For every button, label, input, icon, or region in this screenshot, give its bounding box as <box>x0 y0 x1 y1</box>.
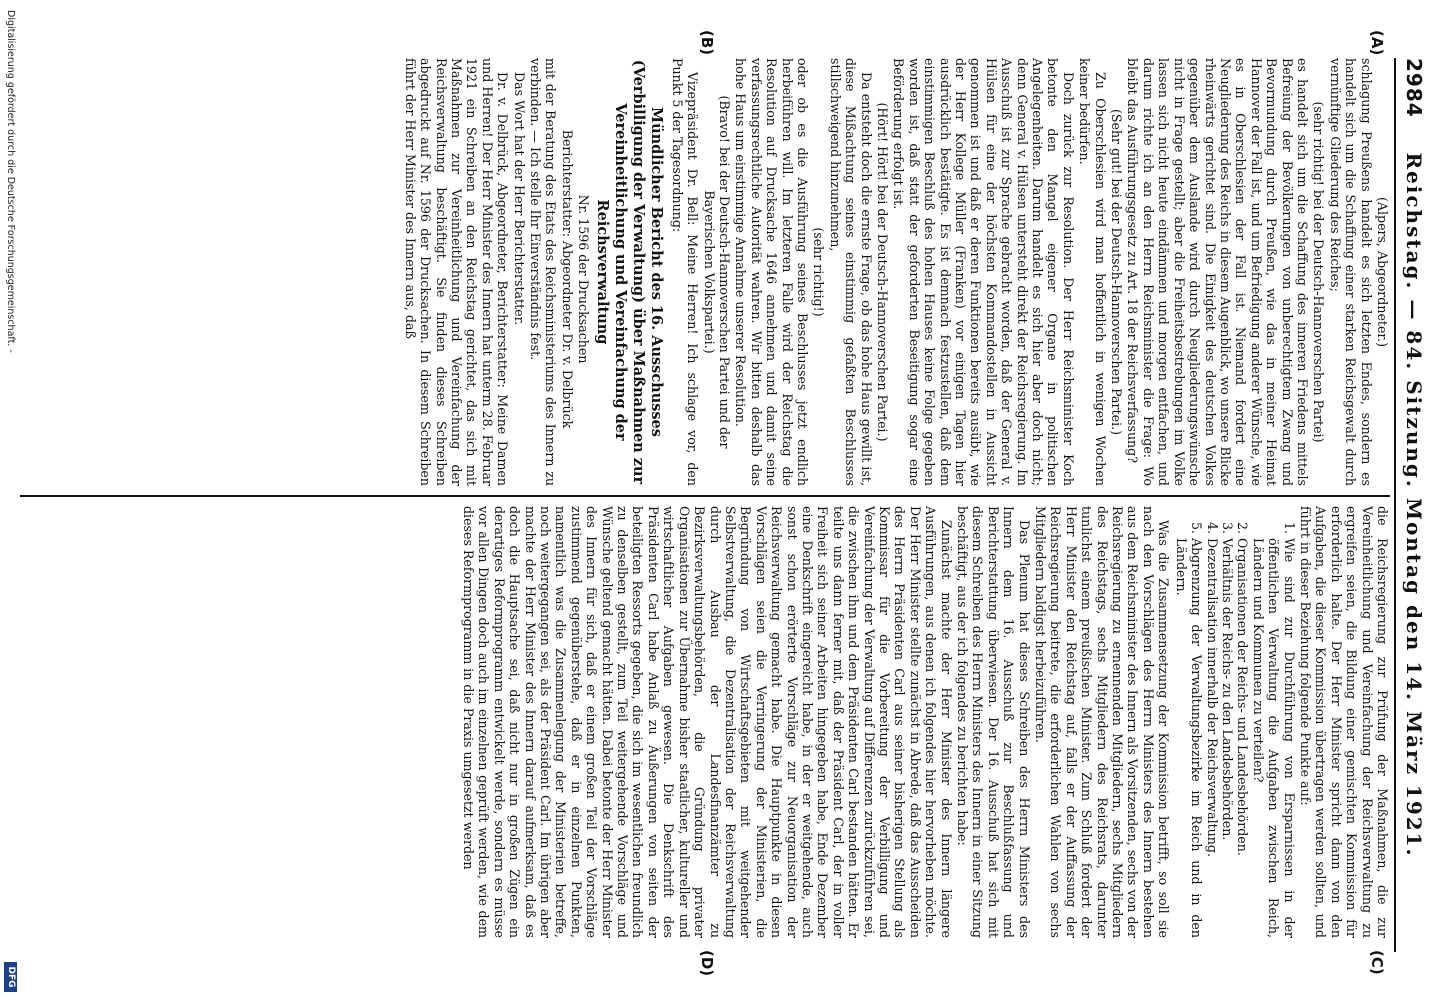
paragraph: schlagung Preußens handelt es sich letzten Endes, sondern es handelt sich um die Schaffung einer starken Reichsgewalt durch vernünftige Gliederung des Reiches; <box>1327 58 1374 486</box>
agenda-item-document: Nr. 1596 der Drucksachen <box>576 194 592 364</box>
digitization-footer <box>2 0 18 1000</box>
margin-marker-c: (C) <box>1368 950 1386 975</box>
paragraph: Dr. v. Delbrück, Abgeordneter, Berichterstatter: Meine Damen und Herren! Der Herr Minister des Innern hat unterm 28. Februar 1921 ein Schreiben an den Reichstag gerichtet, das sich mit Maßnahmen zur Vereinheitlichung und Vereinfachung der Reichsverwaltung beschäftigt. Sie finden dieses Schreiben abgedruckt auf Nr. 1596 der Drucksachen. In diesem Schreiben führt der Herr Minister des Innern aus, daß <box>402 58 511 486</box>
paragraph: Doch zurück zur Resolution. Der Herr Reichsminister Koch betonte den Mangel eigener Organe in politischen Angelegenheiten. Darum handelt es sich hier aber doch nicht; denn General v. Hülsen untersteht direkt der Reichsregierung. Im Ausschuß ist zur Sprache gebracht worden, daß der General v. Hülsen für eine der höchsten Kommandostellen in Aussicht genommen ist und daß er deren Funktionen bereits ausübt, wie der Herr Kollege Müller (Franken) vor einigen Tagen hier ausdrücklich bestätigte. Es ist demnach festzustellen, daß dem einstimmigen Beschluß des hohen Hauses keine Folge gegeben worden ist, daß statt der geforderten Beseitigung sogar eine Beförderung erfolgt ist. <box>891 58 1076 486</box>
interjection: (sehr richtig!) <box>811 227 827 317</box>
paragraph: Zunächst machte der Herr Minister des Innern längere Ausführungen, aus denen ich folgendes hier hervorheben möchte. Der Herr Minister stellte zunächst in Abrede, daß das Ausscheiden des Herrn Präsidenten Carl aus seiner bisherigen Stellung als Kommissar für die Vorbereitung der Verbilligung und Vereinfachung der Verwaltung auf Differenzen zurückzuführen sei, die zwischen ihm und dem Präsidenten Carl bestanden hätten. Er teilte uns dann ferner mit, daß der Präsident Carl, der in voller Freiheit sich seiner Arbeiten hingegeben habe, Ende Dezember eine Denkschrift eingereicht habe, in der er weitgehende, auch sonst schon erörterte Vorschläge zur Neuorganisation der Reichsverwaltung gemacht habe. Die Hauptpunkte in diesen Vorschlägen seien die Verringerung der Ministerien, die Begründung von Wirtschaftsgebieten mit weitgehender Selbstverwaltung, die Dezentralisation der Reichsverwaltung durch Ausbau der Landesfinanzämter zu Bezirksverwaltungsbehörden, die Gründung privater Organisationen zur Übernahme bisher staatlicher, kultureller und wirtschaftlicher Aufgaben gewesen. Die Denkschrift des Präsidenten Carl habe Anlaß zu Äußerungen von seiten der beteiligten Ressorts gegeben, die sich im wesentlichen freundlich zu denselben gestellt, zum Teil weitergehende Vorschläge und Wünsche geltend gemacht hätten. Dabei betonte der Herr Minister des Innern für sich, daß er einem großen Teil der Vorschläge zustimmend gegenüberstehe, daß er in einzelnen Punkten, namentlich was die Zusammenlegung der Ministerien betreffe, noch weitergegangen sei, als der Präsident Carl. Im übrigen aber machte der Herr Minister des Innern darauf aufmerksam, daß es doch die Hauptsache sei, daß nicht nur in großen Zügen ein derartiges Reformprogramm entwickelt werde, sondern es müsse vor allen Dingen doch auch im einzelnen geprüft werden, wie dem dieses Reformprogramm in die Praxis umgesetzt werden <box>461 506 954 938</box>
paragraph: oder ob es die Ausführung seines Beschlusses jetzt endlich herbeiführen will. Im letzteren Falle wird der Reichstag die Resolution auf Drucksache 1646 annehmen und damit seine verfassungsrechtliche Autorität wahren. Wir bitten deshalb das hohe Haus um einstimmige Annahme unserer Resolution. <box>733 58 810 486</box>
agenda-item-rapporteur: Berichterstatter: Abgeordneter Dr. v. Delbrück <box>559 129 575 429</box>
list-item: 1. Wie sind zur Durchführung von Ersparnissen in der öffentlichen Verwaltung die Aufgaben zwischen Reich, Ländern und Kommunen zu verteilen? <box>1250 538 1296 938</box>
margin-marker-a: (A) <box>1368 30 1386 56</box>
list-item: 4. Dezentralisation innerhalb der Reichsverwaltung. <box>1204 538 1219 938</box>
left-column <box>30 58 1390 486</box>
interjection: (Sehr gut! bei der Deutsch-Hannoverschen Partei.) <box>1109 108 1125 436</box>
interjection: (Hört! Hört! bei der Deutsch-Hannoverschen Partei.) <box>875 102 890 442</box>
paragraph: die Reichsregierung zur Prüfung der Maßnahmen, die zur Vereinheitlichung und Vereinfachung der Reichsverwaltung zu ergreifen seien, die Bildung einer gemischten Kommission für erforderlich halte. Der Herr Minister spricht dann von den Aufgaben, die dieser Kommission übertragen werden sollten, und führt in dieser Beziehung folgende Punkte auf: <box>1297 506 1390 938</box>
paragraph: Zu Oberschlesien wird man hoffentlich in wenigen Wochen keiner bedürfen. <box>1077 58 1108 486</box>
page-header <box>1394 58 1428 952</box>
list-item: 2. Organisationen der Reichs- und Landesbehörden. <box>1235 538 1250 938</box>
page-number: 2984 <box>1402 58 1426 118</box>
margin-marker-d: (D) <box>698 950 716 977</box>
paragraph: Das Wort hat der Herr Berichterstatter. <box>511 72 527 326</box>
column-divider <box>20 495 1390 497</box>
interjection: (Bravo! bei der Deutsch-Hannoverschen Partei und der Bayerischen Volkspartei.) <box>701 95 732 449</box>
paragraph: es handelt sich um die Schaffung des inneren Friedens mittels Befreiung der Bevölkerungen von unberechtigtem Zwang und Bevormundung durch Preußen, wie das in meiner Heimat Hannover der Fall ist, und um Befriedigung anderer Wünsche, wie es in Oberschlesien der Fall ist. Niemand fordert eine Neugliederung des Reichs in diesem Augenblick, wo unsere Blicke rheinwärts gerichtet sind. Die Einigkeit des deutschen Volkes gegenüber dem Auslande wird durch Neugliederungswünsche nicht in Frage gestellt; aber die Freiheitsbestrebungen im Volke lassen sich nicht heute eindämmen und morgen entfachen, und darum richte ich an den Herrn Reichsminister die Frage: Wo bleibt das Ausführungsgesetz zu Art. 18 der Reichsverfassung? <box>1125 58 1310 486</box>
right-column <box>30 506 1390 938</box>
numbered-list <box>1173 524 1296 938</box>
dfg-logo: DFG <box>4 962 17 992</box>
paragraph: Da entsteht doch die ernste Frage, ob das hohe Haus gewillt ist, diese Mißachtung seines einstimmig gefaßten Beschlusses stillschweigend hinzunehmen, <box>827 58 874 486</box>
paragraph: Was die Zusammensetzung der Kommission betrifft, so soll sie nach den Vorschlägen des Herrn Ministers des Innern bestehen aus dem Reichsminister des Innern als Vorsitzenden, sechs von der Reichsregierung zu ernennenden Mitgliedern, sechs Mitgliedern des Reichstags, sechs Mitgliedern des Reichsrats, darunter tunlichst einem preußischen Minister. Zum Schluß fordert der Herr Minister den Reichstag auf, falls er der Auffassung der Reichsregierung beitrete, die erforderlichen Wahlen von sechs Mitgliedern baldigst herbeizuführen. <box>1033 506 1172 938</box>
speaker-attribution: (Alpers, Abgeordneter.) <box>1375 196 1390 347</box>
paragraph: mit der Beratung des Etats des Reichsministeriums des Innern zu verbinden. — Ich stelle Ihr Einverständnis fest. <box>528 58 559 486</box>
agenda-item-heading: Mündlicher Bericht des 16. Ausschusses (Verbilligung der Verwaltung) über Maßnahmen zur Vereinheitlichung und Vereinfachung der Reichsverwaltung <box>594 59 666 485</box>
paragraph: Das Plenum hat dieses Schreiben des Herrn Ministers des Innern dem 16. Ausschuß zur Beschlußfassung und Berichterstattung überwiesen. Der 16. Ausschuß hat sich mit diesem Schreiben des Herrn Ministers des Innern in einer Sitzung beschäftigt, aus der ich folgendes zu berichten habe: <box>955 506 1032 938</box>
interjection: (sehr richtig! bei der Deutsch-Hannoverschen Partei) <box>1311 101 1327 443</box>
paragraph: Vizepräsident Dr. Bell: Meine Herren! Ich schlage vor, den Punkt 5 der Tagesordnung: <box>669 58 701 486</box>
list-item: 5. Abgrenzung der Verwaltungsbezirke im Reich und in den Ländern. <box>1173 538 1204 938</box>
running-head: Reichstag. — 84. Sitzung. Montag den 14. März 1921. <box>1402 152 1426 858</box>
footer-credit: Digitalisierung gefördert durch die Deutsche Forschungsgemeinschaft. - <box>5 10 16 353</box>
list-item: 3. Verhältnis der Reichs- zu den Landesbehörden. <box>1220 538 1235 938</box>
margin-marker-b: (B) <box>698 30 716 56</box>
